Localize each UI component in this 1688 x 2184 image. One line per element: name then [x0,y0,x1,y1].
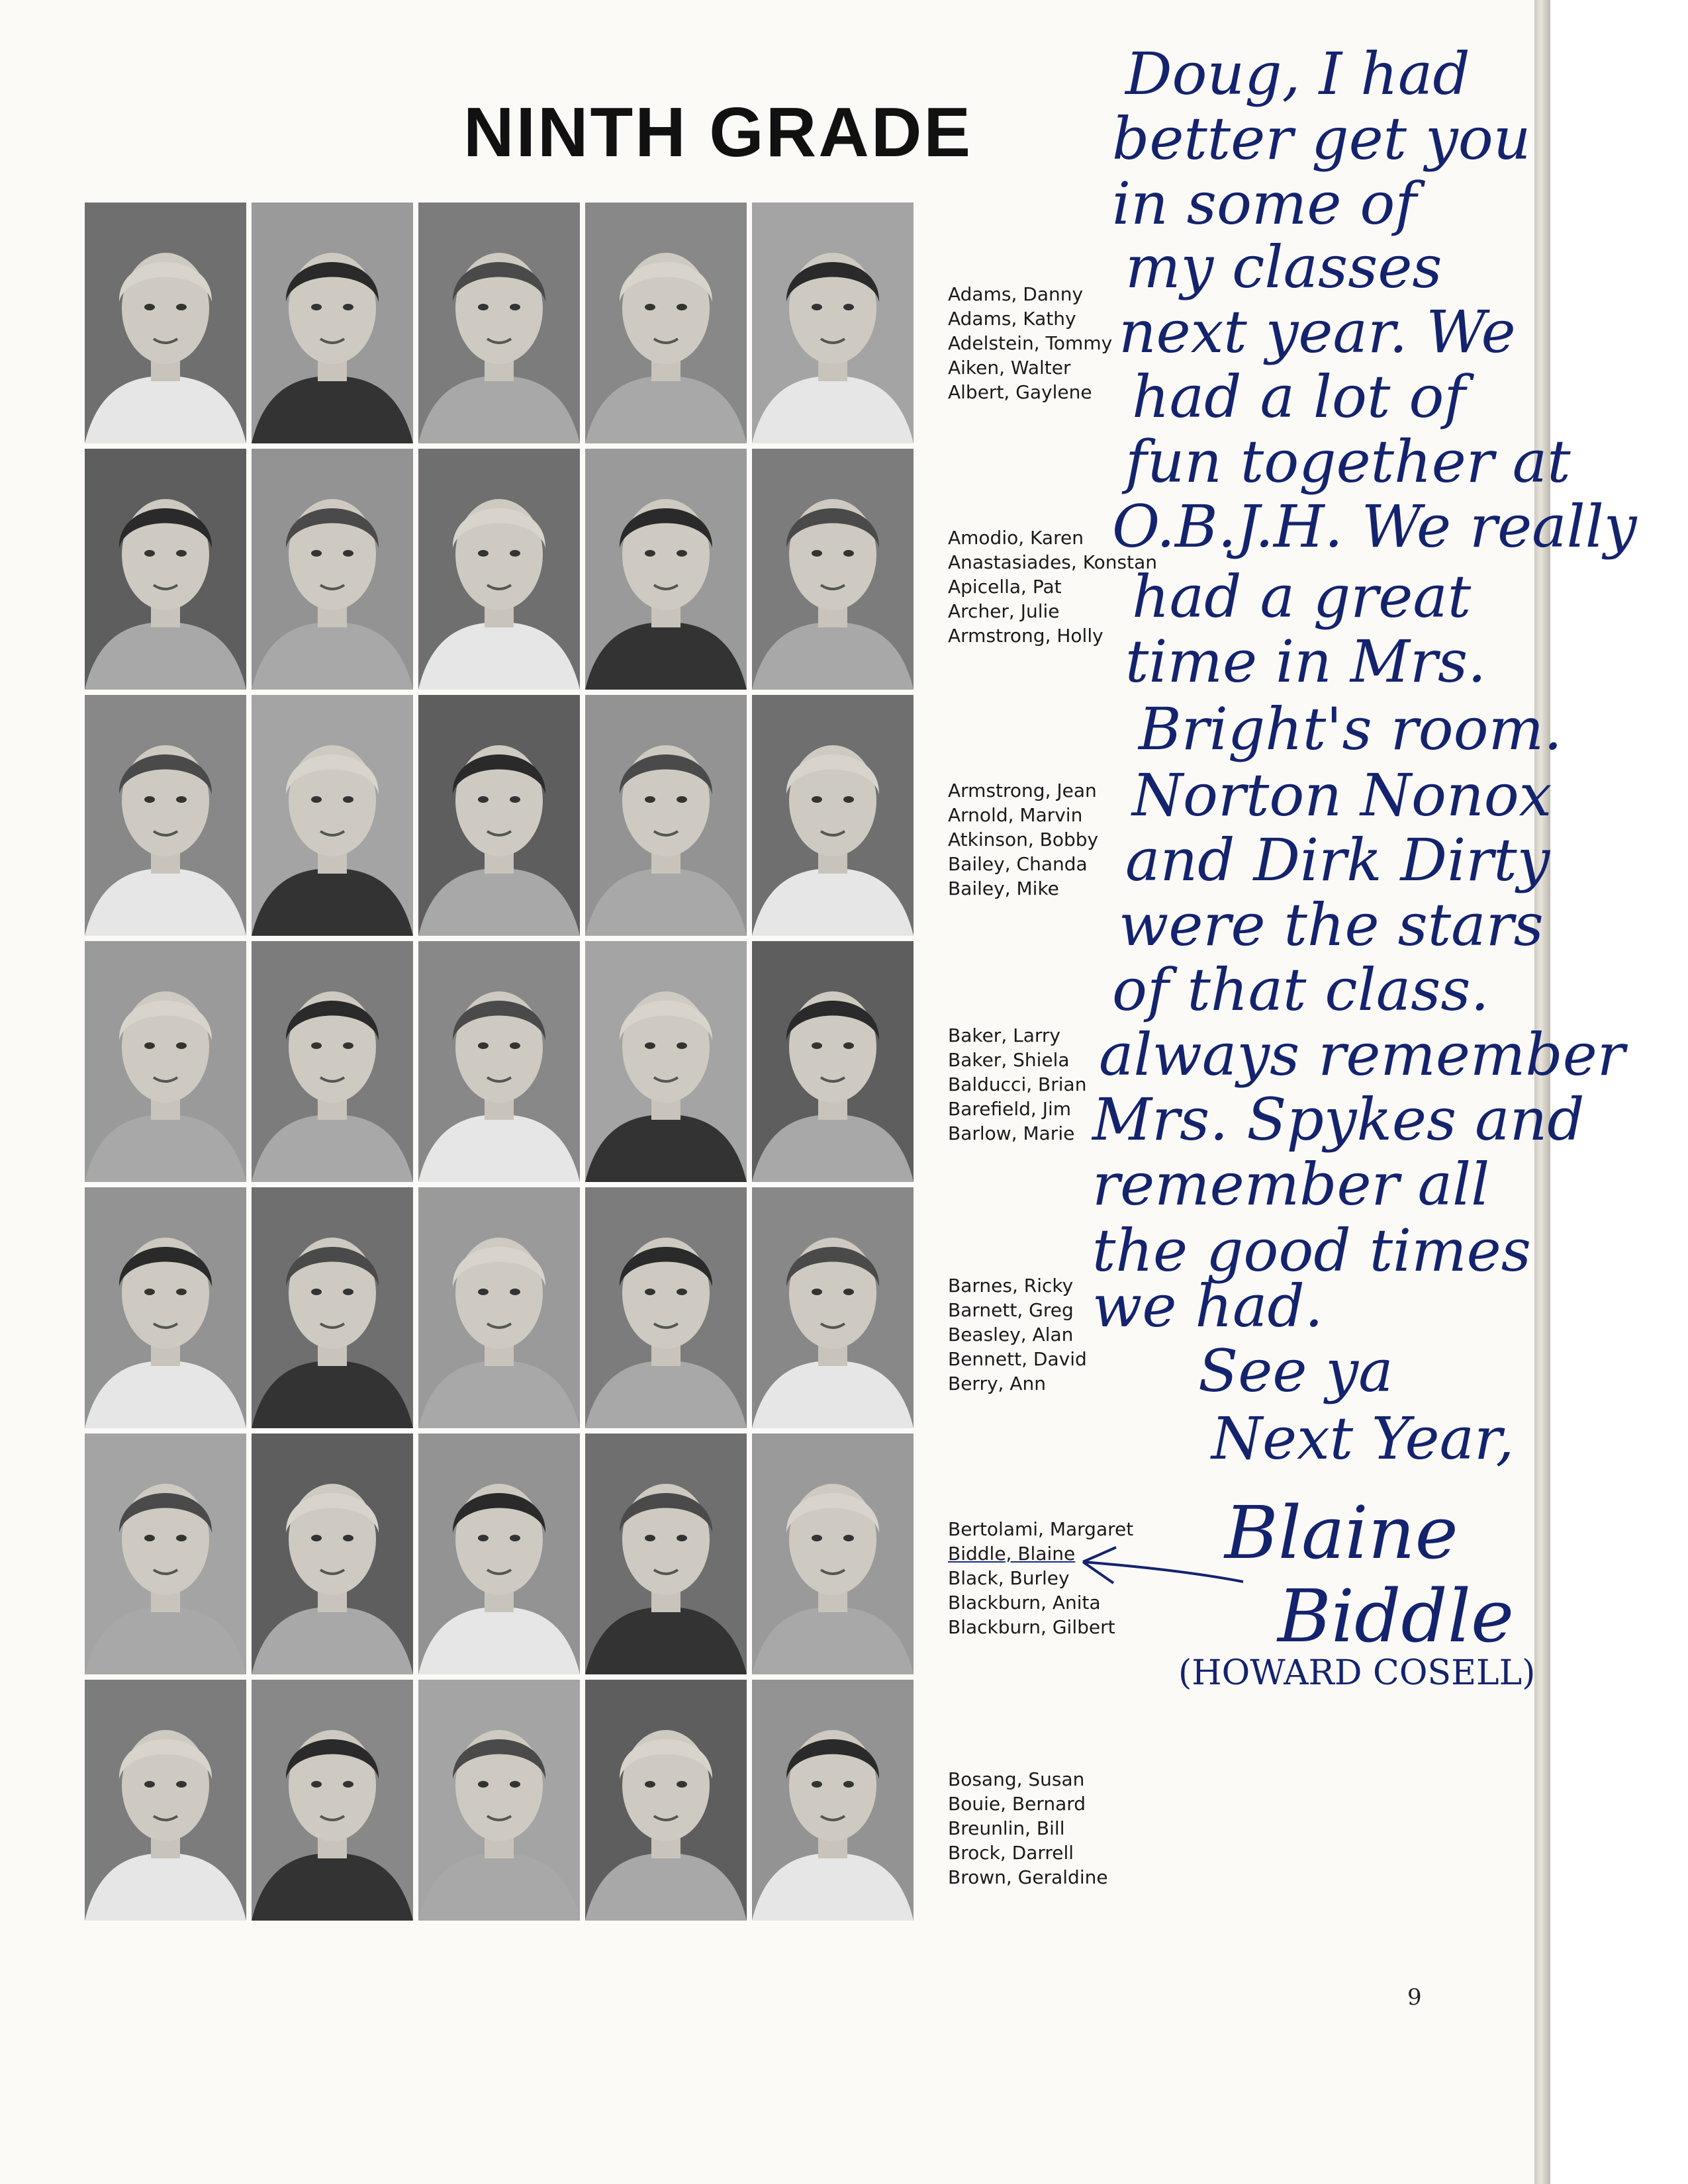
student-portrait [252,941,413,1182]
student-portrait [85,1187,246,1428]
student-portrait [85,1433,246,1674]
portrait-row [85,695,915,940]
portrait-grid [85,203,915,1950]
student-name: Breunlin, Bill [948,1817,1065,1839]
student-portrait [752,1433,914,1674]
handwritten-line: were the stars [1119,891,1544,959]
student-name: Black, Burley [948,1567,1070,1589]
handwritten-line: had a lot of [1132,363,1466,431]
student-name: Adams, Kathy [948,308,1076,330]
portrait-row [85,1187,915,1432]
student-portrait [585,941,747,1182]
student-name: Barnes, Ricky [948,1275,1074,1297]
student-portrait [752,941,914,1182]
student-name: Adelstein, Tommy [948,332,1113,354]
student-name: Bosang, Susan [948,1768,1085,1790]
handwritten-line: we had. [1092,1272,1323,1340]
student-portrait [418,1187,580,1428]
handwritten-line: Next Year, [1211,1404,1515,1473]
student-name: Blackburn, Gilbert [948,1616,1115,1638]
student-name: Brock, Darrell [948,1842,1074,1864]
student-name: Bailey, Mike [948,878,1059,899]
student-portrait [252,203,413,443]
student-portrait [585,1187,747,1428]
student-portrait [752,695,914,936]
student-portrait [585,695,747,936]
student-portrait [418,695,580,936]
handwritten-line: in some of [1112,169,1417,238]
handwritten-line: time in Mrs. [1125,627,1487,696]
handwritten-line: Norton Nonox [1132,761,1552,829]
student-portrait [418,1680,580,1921]
handwritten-line: fun together at [1125,428,1571,496]
student-portrait [418,449,580,690]
student-portrait [85,695,246,936]
student-name: Atkinson, Bobby [948,829,1099,850]
handwritten-line: Bright's room. [1139,695,1563,763]
student-name: Archer, Julie [948,600,1060,622]
handwritten-line: and Dirk Dirty [1125,826,1550,894]
handwritten-line: O.B.J.H. We really [1112,492,1637,561]
portrait-row [85,941,915,1186]
handwritten-line: next year. We [1119,298,1516,366]
student-portrait [85,203,246,443]
page-number: 9 [1407,1984,1422,2011]
student-name: Barnett, Greg [948,1299,1074,1321]
handwritten-line: See ya [1198,1337,1393,1405]
student-name: Bennett, David [948,1348,1087,1370]
portrait-row [85,1433,915,1678]
handwritten-line: of that class. [1112,956,1489,1024]
student-portrait [585,449,747,690]
handwritten-line: Doug, I had [1125,40,1470,108]
handwritten-line: remember all [1092,1150,1490,1218]
name-list [948,1767,1186,1889]
handwritten-line: Blaine [1225,1490,1458,1575]
handwritten-line: (HOWARD COSELL) [1178,1653,1536,1693]
student-portrait [585,203,747,443]
student-portrait [85,941,246,1182]
student-name: Anastasiades, Konstan [948,551,1158,573]
student-name: Bouie, Bernard [948,1793,1086,1815]
page-title: NINTH GRADE [463,93,973,171]
portrait-row [85,449,915,694]
handwritten-line: Mrs. Spykes and [1092,1085,1585,1154]
student-portrait [252,1433,413,1674]
student-portrait [752,1680,914,1921]
student-name: Barlow, Marie [948,1122,1075,1144]
student-name: Biddle, Blaine [948,1543,1076,1565]
handwritten-line: better get you [1112,105,1531,173]
handwritten-line: had a great [1132,563,1472,631]
handwritten-line: Biddle [1278,1574,1515,1659]
student-name: Berry, Ann [948,1373,1046,1394]
handwritten-note [1086,40,1637,1707]
student-portrait [85,449,246,690]
portrait-row [85,203,915,447]
student-name: Armstrong, Jean [948,780,1097,801]
student-portrait [418,941,580,1182]
student-name: Blackburn, Anita [948,1592,1101,1614]
student-name: Baker, Shiela [948,1049,1070,1071]
student-name: Bailey, Chanda [948,853,1088,875]
student-portrait [418,203,580,443]
student-name: Aiken, Walter [948,357,1071,379]
student-portrait [585,1680,747,1921]
student-portrait [252,1680,413,1921]
student-name: Brown, Geraldine [948,1866,1108,1888]
student-portrait [752,449,914,690]
handwritten-line: always remember [1099,1021,1625,1089]
student-portrait [752,203,914,443]
student-name: Bertolami, Margaret [948,1518,1134,1540]
student-portrait [252,449,413,690]
student-name: Beasley, Alan [948,1324,1074,1345]
student-portrait [585,1433,747,1674]
student-name: Arnold, Marvin [948,804,1083,826]
portrait-row [85,1680,915,1925]
student-portrait [252,1187,413,1428]
student-portrait [752,1187,914,1428]
student-name: Adams, Danny [948,283,1084,305]
student-name: Balducci, Brian [948,1073,1087,1095]
handwritten-line: my classes [1125,233,1442,301]
student-portrait [85,1680,246,1921]
student-name: Apicella, Pat [948,576,1062,598]
student-name: Amodio, Karen [948,527,1084,549]
student-name: Armstrong, Holly [948,625,1103,647]
student-name: Albert, Gaylene [948,381,1092,403]
student-name: Barefield, Jim [948,1098,1072,1120]
student-name: Baker, Larry [948,1024,1060,1046]
student-portrait [252,695,413,936]
student-portrait [418,1433,580,1674]
handwritten-line: the good times [1092,1216,1531,1285]
arrow-icon [1070,1542,1248,1602]
